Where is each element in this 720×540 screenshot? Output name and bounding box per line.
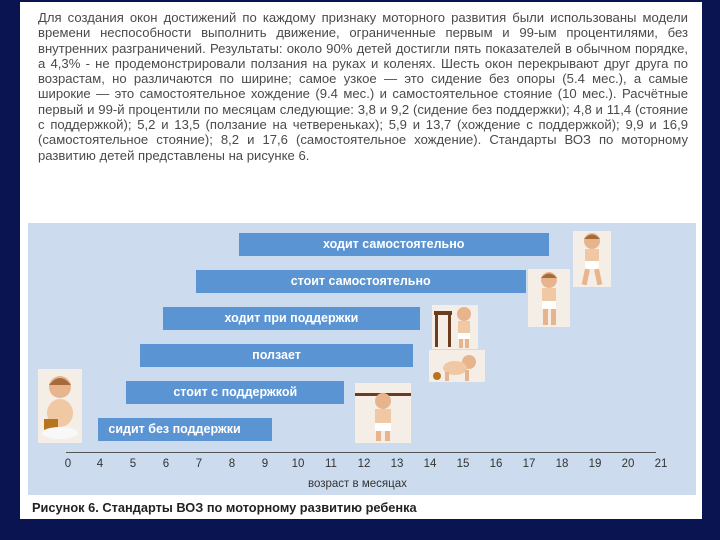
x-tick-label: 4 <box>96 458 104 470</box>
baby-walking-with-support-image <box>432 305 478 349</box>
milestone-bar: ползает <box>140 344 414 367</box>
milestone-bar: сидит без поддержки <box>98 418 271 441</box>
x-tick-label: 5 <box>129 458 137 470</box>
milestone-bar: стоит самостоятельно <box>196 270 526 293</box>
x-tick-label: 12 <box>357 458 371 470</box>
x-tick-label: 16 <box>489 458 503 470</box>
baby-sitting-image <box>38 369 82 443</box>
milestone-bar: стоит с поддержкой <box>126 381 344 404</box>
x-tick-label: 11 <box>325 458 337 470</box>
x-tick-label: 6 <box>162 458 170 470</box>
x-tick-label: 14 <box>423 458 437 470</box>
milestone-bar: ходит при поддержки <box>163 307 420 330</box>
figure-caption: Рисунок 6. Стандарты ВОЗ по моторному развитию ребенка <box>32 500 417 515</box>
x-tick-label: 8 <box>228 458 236 470</box>
x-tick-label: 0 <box>64 458 72 470</box>
body-paragraph: Для создания окон достижений по каждому признаку моторного развития были использованы модели времени неспособности выполнить движение, ограниченные первым и 99-ым процентилями, без внутренних разграничений. Результаты: около 90% детей достигли пять показателей в обычном порядке, а 4,3% - не продемонстрировали ползания на руках и коленях. Шесть окон перекрывают друг друга по возрастам, но различаются по ширине; самое узкое — это сидение без опоры (5.4 мес.), а самые широкие — это самостоятельное хождение (9.4 мес.) и самостоятельное стояние (10 мес.). Расчётные первый и 99-й процентили по месяцам следующие: 3,8 и 9,2 (сидение без поддержки); 4,8 и 11,4 (стояние с поддержкой); 5,2 и 13,5 (ползание на четвереньках); 5,9 и 13,7 (хождение с поддержкой); 9,9 и 16,9 (самостоятельное стояние); 8,2 и 17,6 (самостоятельное хождение). Стандарты ВОЗ по моторному развитию детей представлены на рисунке 6. <box>38 10 688 163</box>
baby-crawling-image <box>429 350 485 382</box>
x-tick-label: 10 <box>291 458 305 470</box>
baby-walking-alone-image <box>573 231 611 287</box>
x-tick-label: 19 <box>588 458 602 470</box>
x-tick-label: 18 <box>555 458 569 470</box>
milestone-bar: ходит самостоятельно <box>239 233 549 256</box>
x-tick-label: 15 <box>456 458 470 470</box>
x-tick-label: 21 <box>654 458 668 470</box>
motor-development-chart <box>28 223 696 495</box>
x-axis-line <box>66 452 656 453</box>
x-tick-label: 7 <box>195 458 203 470</box>
x-axis-label: возраст в месяцах <box>308 478 407 490</box>
baby-standing-alone-image <box>528 269 570 327</box>
x-tick-label: 9 <box>261 458 269 470</box>
x-tick-label: 17 <box>522 458 536 470</box>
x-tick-label: 20 <box>621 458 635 470</box>
baby-standing-with-support-image <box>355 383 411 443</box>
x-tick-label: 13 <box>390 458 404 470</box>
